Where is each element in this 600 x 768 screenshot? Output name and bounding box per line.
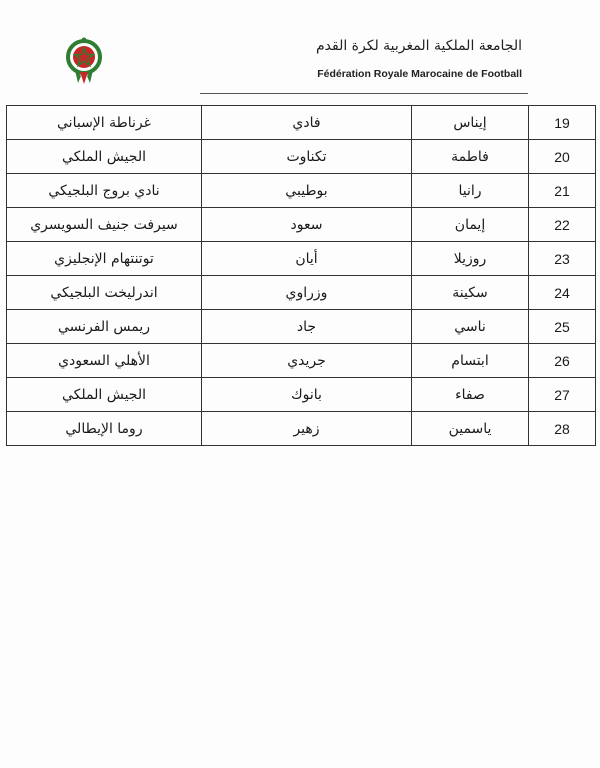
player-club-cell: سيرفت جنيف السويسري xyxy=(7,208,202,242)
player-last-name-cell: زهير xyxy=(202,412,412,446)
federation-title-arabic: الجامعة الملكية المغربية لكرة القدم xyxy=(315,38,522,54)
player-last-name-cell: وزراوي xyxy=(202,276,412,310)
player-first-name-cell: روزيلا xyxy=(412,242,529,276)
player-last-name-cell: أيان xyxy=(202,242,412,276)
player-first-name-cell: رانيا xyxy=(412,174,529,208)
player-number-cell: 28 xyxy=(529,412,596,446)
player-number-cell: 24 xyxy=(529,276,596,310)
player-first-name-cell: إيناس xyxy=(412,106,529,140)
player-club-cell: الجيش الملكي xyxy=(7,378,202,412)
player-last-name-cell: سعود xyxy=(202,208,412,242)
table-row xyxy=(7,174,596,208)
player-club-cell: روما الإيطالي xyxy=(7,412,202,446)
player-last-name-cell: جريدي xyxy=(202,344,412,378)
player-number-cell: 21 xyxy=(529,174,596,208)
player-club-cell: اندرليخت البلجيكي xyxy=(7,276,202,310)
table-row xyxy=(7,106,596,140)
player-first-name-cell: سكينة xyxy=(412,276,529,310)
player-last-name-cell: تكناوت xyxy=(202,140,412,174)
player-number-cell: 19 xyxy=(529,106,596,140)
players-table-body xyxy=(7,106,596,446)
player-first-name-cell: صفاء xyxy=(412,378,529,412)
player-club-cell: ريمس الفرنسي xyxy=(7,310,202,344)
player-number-cell: 26 xyxy=(529,344,596,378)
player-last-name-cell: فادي xyxy=(202,106,412,140)
player-club-cell: الأهلي السعودي xyxy=(7,344,202,378)
player-last-name-cell: جاد xyxy=(202,310,412,344)
header-divider xyxy=(200,93,528,94)
players-table xyxy=(6,105,596,446)
player-club-cell: نادي بروج البلجيكي xyxy=(7,174,202,208)
player-club-cell: توتنتهام الإنجليزي xyxy=(7,242,202,276)
player-first-name-cell: ناسي xyxy=(412,310,529,344)
table-row xyxy=(7,344,596,378)
player-number-cell: 22 xyxy=(529,208,596,242)
player-number-cell: 25 xyxy=(529,310,596,344)
table-row xyxy=(7,378,596,412)
player-first-name-cell: فاطمة xyxy=(412,140,529,174)
federation-title-french: Fédération Royale Marocaine de Football xyxy=(317,68,522,80)
table-row xyxy=(7,310,596,344)
player-last-name-cell: بانوك xyxy=(202,378,412,412)
player-last-name-cell: بوطيبي xyxy=(202,174,412,208)
player-first-name-cell: ابتسام xyxy=(412,344,529,378)
player-club-cell: الجيش الملكي xyxy=(7,140,202,174)
player-first-name-cell: ياسمين xyxy=(412,412,529,446)
table-row xyxy=(7,140,596,174)
player-number-cell: 20 xyxy=(529,140,596,174)
table-row xyxy=(7,242,596,276)
frmf-crest-icon xyxy=(62,36,106,86)
table-row xyxy=(7,208,596,242)
table-row xyxy=(7,276,596,310)
player-number-cell: 27 xyxy=(529,378,596,412)
player-number-cell: 23 xyxy=(529,242,596,276)
player-club-cell: غرناطة الإسباني xyxy=(7,106,202,140)
player-first-name-cell: إيمان xyxy=(412,208,529,242)
table-row xyxy=(7,412,596,446)
